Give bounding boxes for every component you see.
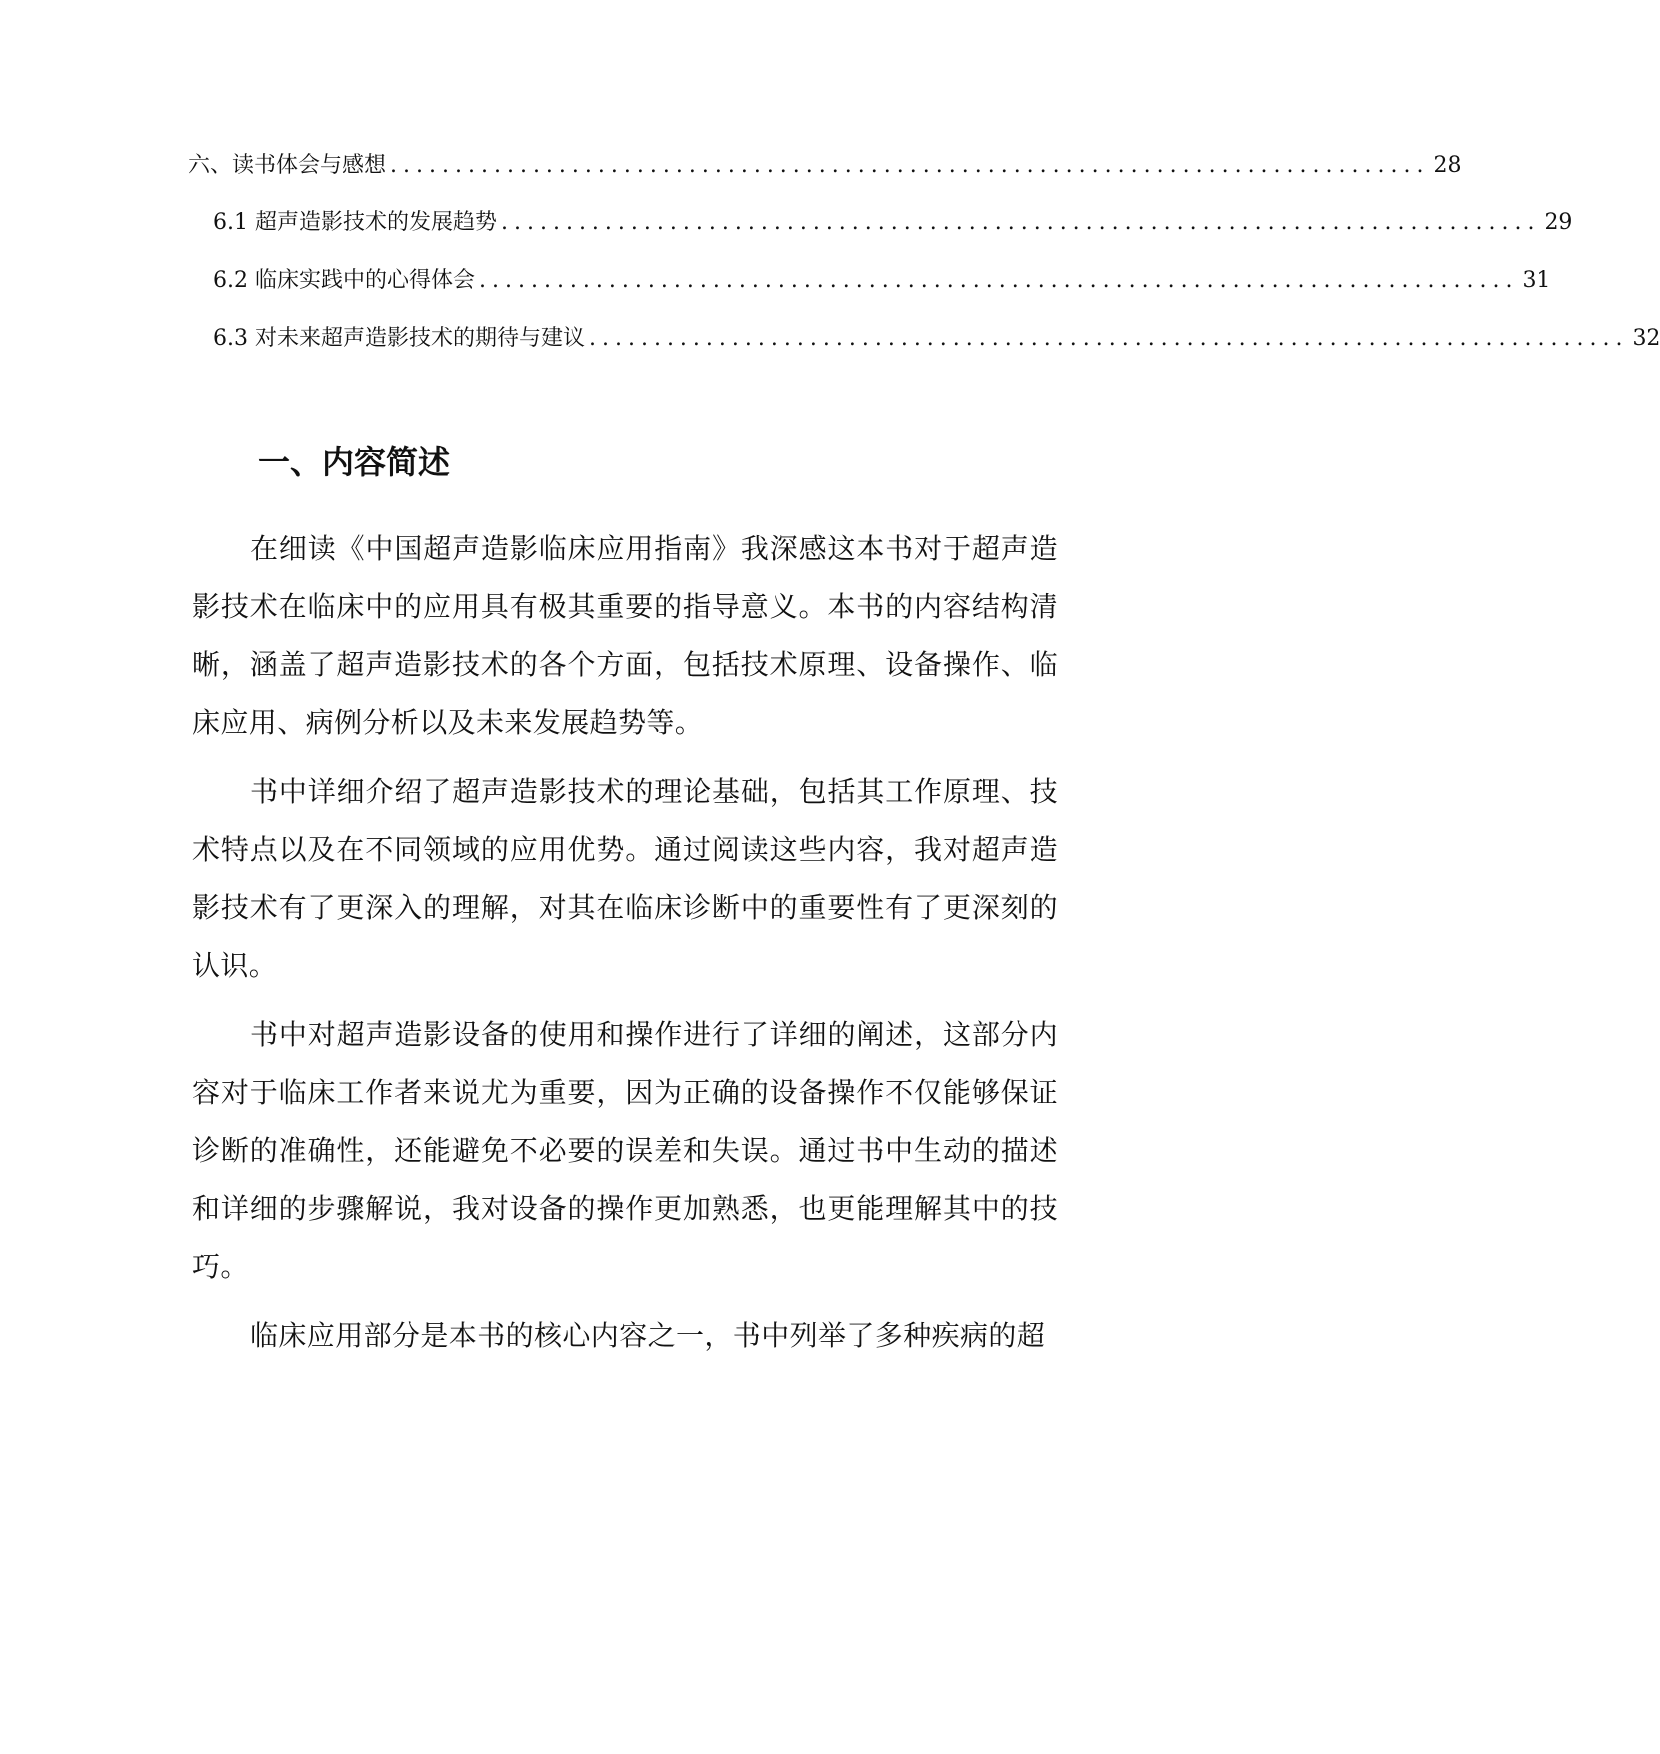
toc-page-number: 32 [1632, 326, 1660, 351]
toc-page-number: 29 [1544, 210, 1573, 235]
toc-entry-6-1[interactable] [213, 208, 1573, 238]
toc-leader-dots: ................................................................................ [500, 210, 1541, 235]
toc-page-number: 31 [1522, 268, 1551, 293]
toc-entry-label: 6.3 对未来超声造影技术的期待与建议 [213, 326, 585, 351]
toc-page-number: 28 [1433, 153, 1462, 178]
body-paragraph: 临床应用部分是本书的核心内容之一，书中列举了多种疾病的超 [250, 1319, 1046, 1352]
toc-entry-6-3[interactable] [213, 324, 1660, 354]
toc-entry-6-2[interactable] [213, 266, 1551, 296]
body-paragraph: 书中对超声造影设备的使用和操作进行了详细的阐述，这部分内容对于临床工作者来说尤为重要，因为正确的设备操作不仅能够保证诊断的准确性，还能避免不必要的误差和失误。通过书中生动的描述和详细的步骤解说，我对设备的操作更加熟悉，也更能理解其中的技巧。 [192, 1018, 1058, 1283]
body-paragraph: 在细读《中国超声造影临床应用指南》我深感这本书对于超声造影技术在临床中的应用具有极其重要的指导意义。本书的内容结构清晰，涵盖了超声造影技术的各个方面，包括技术原理、设备操作、临床应用、病例分析以及未来发展趋势等。 [192, 532, 1058, 739]
toc-leader-dots: ................................................................................ [588, 326, 1629, 351]
toc-leader-dots: ................................................................................ [478, 268, 1519, 293]
toc-entry-label: 六、读书体会与感想 [188, 153, 387, 178]
toc-entry-6[interactable] [188, 151, 1462, 181]
body-paragraph: 书中详细介绍了超声造影技术的理论基础，包括其工作原理、技术特点以及在不同领域的应用优势。通过阅读这些内容，我对超声造影技术有了更深入的理解，对其在临床诊断中的重要性有了更深刻的认识。 [192, 775, 1058, 982]
toc-leader-dots: ................................................................................ [390, 153, 1430, 178]
section-heading: 一、内容简述 [258, 443, 451, 481]
section-body [192, 520, 1058, 1376]
toc-entry-label: 6.2 临床实践中的心得体会 [213, 268, 475, 293]
toc-entry-label: 6.1 超声造影技术的发展趋势 [213, 210, 497, 235]
